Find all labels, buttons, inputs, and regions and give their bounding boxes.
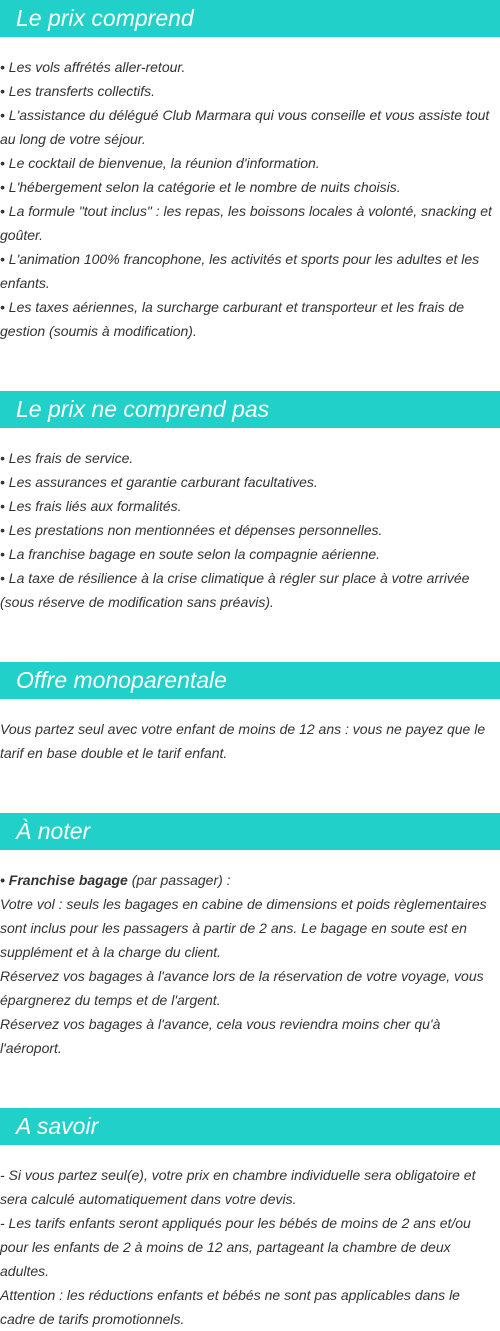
list-item: • L'animation 100% francophone, les activités et sports pour les adultes et les enfants. bbox=[0, 251, 480, 291]
paragraph: - Les tarifs enfants seront appliqués pour les bébés de moins de 2 ans et/ou pour les enfants de 2 à moins de 12 ans, partageant la chambre de deux adultes. bbox=[0, 1215, 471, 1279]
list-item: • Le cocktail de bienvenue, la réunion d'information. bbox=[0, 155, 320, 171]
paragraph: Attention : les réductions enfants et bébés ne sont pas applicables dans le cadre de tarifs promotionnels. bbox=[0, 1287, 460, 1327]
paragraph: Votre vol : seuls les bagages en cabine de dimensions et poids règlementaires sont inclus pour les passagers à partir de 2 ans. Le bagage en soute est en supplément et à la charge du client. bbox=[0, 896, 487, 960]
section-body bbox=[0, 55, 500, 343]
franchise-bagage-note: (par passager) : bbox=[127, 872, 231, 888]
franchise-bagage-label: • Franchise bagage bbox=[0, 872, 128, 888]
list-item: • La franchise bagage en soute selon la compagnie aérienne. bbox=[0, 546, 381, 562]
list-item: • La taxe de résilience à la crise climatique à régler sur place à votre arrivée (sous réserve de modification sans préavis). bbox=[0, 570, 470, 610]
list-item: • Les assurances et garantie carburant facultatives. bbox=[0, 474, 318, 490]
section-body bbox=[0, 446, 500, 614]
paragraph: Vous partez seul avec votre enfant de moins de 12 ans : vous ne payez que le tarif en base double et le tarif enfant. bbox=[0, 721, 486, 761]
list-item: • L'hébergement selon la catégorie et le nombre de nuits choisis. bbox=[0, 179, 401, 195]
section-prix-ne-comprend-pas bbox=[0, 391, 500, 614]
list-item: • La formule "tout inclus" : les repas, les boissons locales à volonté, snacking et goûter. bbox=[0, 203, 492, 243]
paragraph: - Si vous partez seul(e), votre prix en chambre individuelle sera obligatoire et sera calculé automatiquement dans votre devis. bbox=[0, 1167, 476, 1207]
list-item: • Les prestations non mentionnées et dépenses personnelles. bbox=[0, 522, 383, 538]
section-prix-comprend bbox=[0, 0, 500, 343]
section-a-savoir bbox=[0, 1108, 500, 1331]
section-body bbox=[0, 868, 500, 1060]
section-heading: Offre monoparentale bbox=[0, 662, 500, 699]
section-a-noter bbox=[0, 813, 500, 1060]
list-item: • Les transferts collectifs. bbox=[0, 83, 156, 99]
section-body bbox=[0, 717, 500, 765]
list-item: • Les frais de service. bbox=[0, 450, 134, 466]
section-heading: A savoir bbox=[0, 1108, 500, 1145]
franchise-bagage-heading bbox=[0, 868, 496, 892]
section-heading: Le prix ne comprend pas bbox=[0, 391, 500, 428]
section-heading: Le prix comprend bbox=[0, 0, 500, 37]
paragraph: Réservez vos bagages à l'avance lors de la réservation de votre voyage, vous épargnerez du temps et de l'argent. bbox=[0, 968, 484, 1008]
section-body bbox=[0, 1163, 500, 1331]
list-item: • L'assistance du délégué Club Marmara qui vous conseille et vous assiste tout au long de votre séjour. bbox=[0, 107, 490, 147]
section-heading: À noter bbox=[0, 813, 500, 850]
section-offre-monoparentale bbox=[0, 662, 500, 765]
list-item: • Les frais liés aux formalités. bbox=[0, 498, 182, 514]
paragraph: Réservez vos bagages à l'avance, cela vous reviendra moins cher qu'à l'aéroport. bbox=[0, 1016, 441, 1056]
list-item: • Les vols affrétés aller-retour. bbox=[0, 59, 186, 75]
list-item: • Les taxes aériennes, la surcharge carburant et transporteur et les frais de gestion (soumis à modification). bbox=[0, 299, 465, 339]
